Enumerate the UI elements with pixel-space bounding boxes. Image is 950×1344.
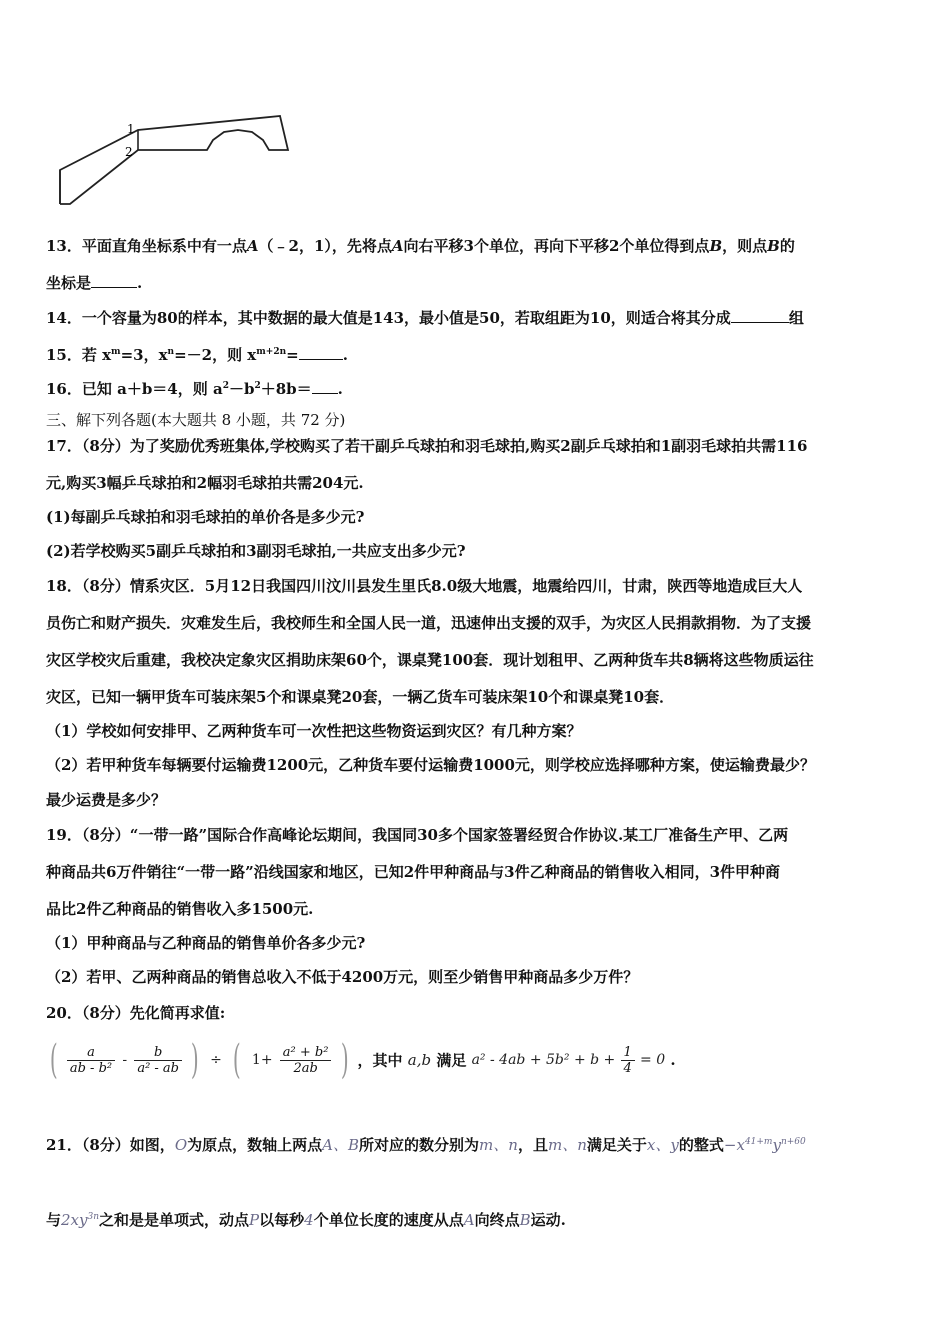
q21-var: O <box>174 1136 188 1154</box>
q20-title: 20．（8分）先化简再求值: <box>46 1004 226 1022</box>
q21-var: 4 <box>304 1211 314 1229</box>
q21-var: n <box>577 1136 587 1154</box>
operator: - <box>122 1052 128 1068</box>
q21-var: B <box>519 1211 531 1229</box>
q17-line1: 17．（8分）为了奖励优秀班集体,学校购买了若干副乒乓球拍和羽毛球拍,购买2副乒乓球拍和1副羽毛球拍共需116 <box>46 437 808 455</box>
right-paren: ) <box>191 1037 199 1083</box>
q13-line1 <box>46 236 795 256</box>
q16-end: . <box>337 380 343 398</box>
q21-expr: y <box>772 1136 781 1154</box>
answer-blank[interactable] <box>731 308 789 323</box>
q20-expression <box>46 1037 676 1088</box>
q19-part2: （2）若甲、乙两种商品的销售总收入不低于4200万元，则至少销售甲种商品多少万件？ <box>46 968 639 986</box>
q21-var: y <box>670 1136 679 1154</box>
q18-part2: （2）若甲种货车每辆要付运输费1200元，乙种货车要付运输费1000元，则学校应选择哪种方案，使运输费最少？ <box>46 756 815 774</box>
q21-text: 向终点 <box>474 1211 520 1229</box>
q18-line1: 18．（8分）情系灾区．5月12日我国四川汶川县发生里氏8.0级大地震，地震给四川，甘肃，陕西等地造成巨大人 <box>46 577 803 595</box>
left-paren: ( <box>49 1037 58 1083</box>
section-heading: 三、解下列各题(本大题共 8 小题，共 72 分) <box>46 411 346 429</box>
q21-expr: −x <box>723 1136 745 1154</box>
denominator: 2ab <box>280 1060 332 1076</box>
q14-end: 组 <box>788 309 804 327</box>
q21-sep: 、 <box>493 1136 509 1154</box>
q18-part2b: 最少运费是多少？ <box>46 791 167 809</box>
operator: ÷ <box>210 1052 222 1068</box>
q21-text: 满足关于 <box>586 1136 647 1154</box>
q21-var: n <box>508 1136 518 1154</box>
denominator: 4 <box>621 1060 635 1076</box>
left-paren: ( <box>232 1037 241 1083</box>
q21-text: 所对应的数分别为 <box>359 1136 480 1154</box>
q21-text: 个单位长度的速度从点 <box>313 1211 464 1229</box>
denominator: a² - ab <box>134 1060 182 1076</box>
fraction <box>280 1045 332 1076</box>
q19-line3: 品比2件乙种商品的销售收入多1500元. <box>46 900 314 918</box>
q16-line <box>46 376 343 399</box>
q13-text: 坐标是 <box>46 274 92 292</box>
q13-end: . <box>137 274 143 292</box>
q21-line2 <box>46 1207 566 1230</box>
q15-text: 15．若 x <box>46 346 112 364</box>
fraction <box>67 1045 115 1076</box>
figure-label-1: 1 <box>127 122 135 136</box>
q16-text: 16．已知 a＋b＝4，则 a <box>46 380 223 398</box>
q21-var: P <box>249 1211 260 1229</box>
q21-text: ，且 <box>517 1136 548 1154</box>
q20-text: ，其中 <box>357 1051 403 1070</box>
numerator: a <box>87 1044 95 1060</box>
numerator: 1 <box>623 1044 632 1060</box>
q17-part1: (1)每副乒乓球拍和羽毛球拍的单价各是多少元? <box>46 508 365 526</box>
q19-part1: （1）甲种商品与乙种商品的销售单价各多少元? <box>46 934 366 952</box>
q21-text: 21．（8分）如图， <box>46 1136 175 1154</box>
figure-outline <box>60 116 288 204</box>
q16-text: ＋8b＝ <box>260 380 312 398</box>
q13-text: ，则点 <box>722 237 768 255</box>
q21-text: 为原点，数轴上两点 <box>187 1136 323 1154</box>
q18-line3: 灾区学校灾后重建，我校决定象灾区捐助床架60个，课桌凳100套．现计划租甲、乙两种货车共8辆将这些物质运往 <box>46 651 814 669</box>
q16-sup: 2 <box>254 381 261 391</box>
q20-text: 满足 <box>436 1051 467 1070</box>
q21-text: 以每秒 <box>259 1211 305 1229</box>
q15-end: . <box>342 346 348 364</box>
numerator: b <box>154 1044 163 1060</box>
q16-sup: 2 <box>222 381 229 391</box>
q21-line1 <box>46 1132 806 1155</box>
q13-text: 向右平移3个单位，再向下平移2个单位得到点 <box>403 237 710 255</box>
q15-text: = <box>286 346 299 364</box>
q18-part1: （1）学校如何安排甲、乙两种货车可一次性把这些物资运到灾区？有几种方案？ <box>46 722 582 740</box>
answer-blank[interactable] <box>299 345 343 360</box>
q21-var: x <box>646 1136 656 1154</box>
fraction <box>134 1045 182 1076</box>
q13-text: 的 <box>779 237 795 255</box>
q21-exponent: 3n <box>87 1212 100 1222</box>
q17-part2: (2)若学校购买5副乒乓球拍和3副羽毛球拍,一共应支出多少元? <box>46 542 466 560</box>
q21-exponent: 41+m <box>744 1137 773 1147</box>
q20-equals: = 0 <box>640 1052 666 1068</box>
q13-text: 13．平面直角坐标系中有一点 <box>46 237 247 255</box>
q15-line <box>46 342 348 365</box>
q16-text: －b <box>228 380 255 398</box>
q21-var: m <box>547 1136 563 1154</box>
q17-line2: 元,购买3幅乒乓球拍和2幅羽毛球拍共需204元. <box>46 474 364 492</box>
q15-sup: n <box>167 347 175 357</box>
right-paren: ) <box>340 1037 349 1083</box>
q20-vars: a,b <box>407 1051 432 1069</box>
figure-label-2: 2 <box>125 145 133 159</box>
q15-text: =3，x <box>120 346 168 364</box>
q21-sep: 、 <box>562 1136 578 1154</box>
q18-line2: 员伤亡和财产损失．灾难发生后，我校师生和全国人民一道，迅速伸出支援的双手，为灾区人民捐款捐物．为了支援 <box>46 614 812 632</box>
denominator: ab - b² <box>67 1060 115 1076</box>
q15-text: =－2，则 x <box>174 346 257 364</box>
q13-point-b: B <box>709 237 723 255</box>
fraction <box>621 1045 635 1076</box>
q21-exponent: n+60 <box>780 1137 806 1147</box>
operator: 1+ <box>251 1052 273 1068</box>
q21-sep: 、 <box>655 1136 671 1154</box>
q21-text: 与 <box>46 1211 62 1229</box>
q13-point-b: B <box>767 237 780 255</box>
q18-line4: 灾区，已知一辆甲货车可装床架5个和课桌凳20套，一辆乙货车可装床架10个和课桌凳10套． <box>46 688 675 706</box>
numerator: a² + b² <box>282 1044 329 1060</box>
q15-sup: m+2n <box>256 347 287 357</box>
q13-line2 <box>46 273 142 293</box>
q13-point-a: A <box>391 237 404 255</box>
q13-text: （﹣2，1），先将点 <box>258 237 392 255</box>
q14-line <box>46 308 804 328</box>
q14-text: 14．一个容量为80的样本，其中数据的最大值是143，最小值是50，若取组距为10，则适合将其分成 <box>46 309 731 327</box>
q21-expr: 2xy <box>61 1211 88 1229</box>
q21-text: 运动. <box>530 1211 566 1229</box>
q15-sup: m <box>111 347 121 357</box>
q21-sep: 、 <box>332 1136 348 1154</box>
geometry-figure <box>50 100 300 212</box>
q20-end: . <box>670 1051 676 1069</box>
q21-text: 之和是是单项式，动点 <box>99 1211 250 1229</box>
q21-var: m <box>479 1136 494 1154</box>
answer-blank[interactable] <box>91 273 137 288</box>
answer-blank[interactable] <box>312 379 338 394</box>
q21-text: 的整式 <box>678 1136 724 1154</box>
q21-var: A <box>463 1211 475 1229</box>
q21-var: A <box>322 1136 333 1154</box>
q21-var: B <box>348 1136 360 1154</box>
q19-line1: 19．（8分）“一带一路”国际合作高峰论坛期间，我国同30多个国家签署经贸合作协议.某工厂准备生产甲、乙两 <box>46 826 789 844</box>
q19-line2: 种商品共6万件销往“一带一路”沿线国家和地区，已知2件甲种商品与3件乙种商品的销售收入相同，3件甲种商 <box>46 863 781 881</box>
q20-condition: a² - 4ab + 5b² + b + <box>471 1052 616 1068</box>
q13-point-a: A <box>246 237 259 255</box>
